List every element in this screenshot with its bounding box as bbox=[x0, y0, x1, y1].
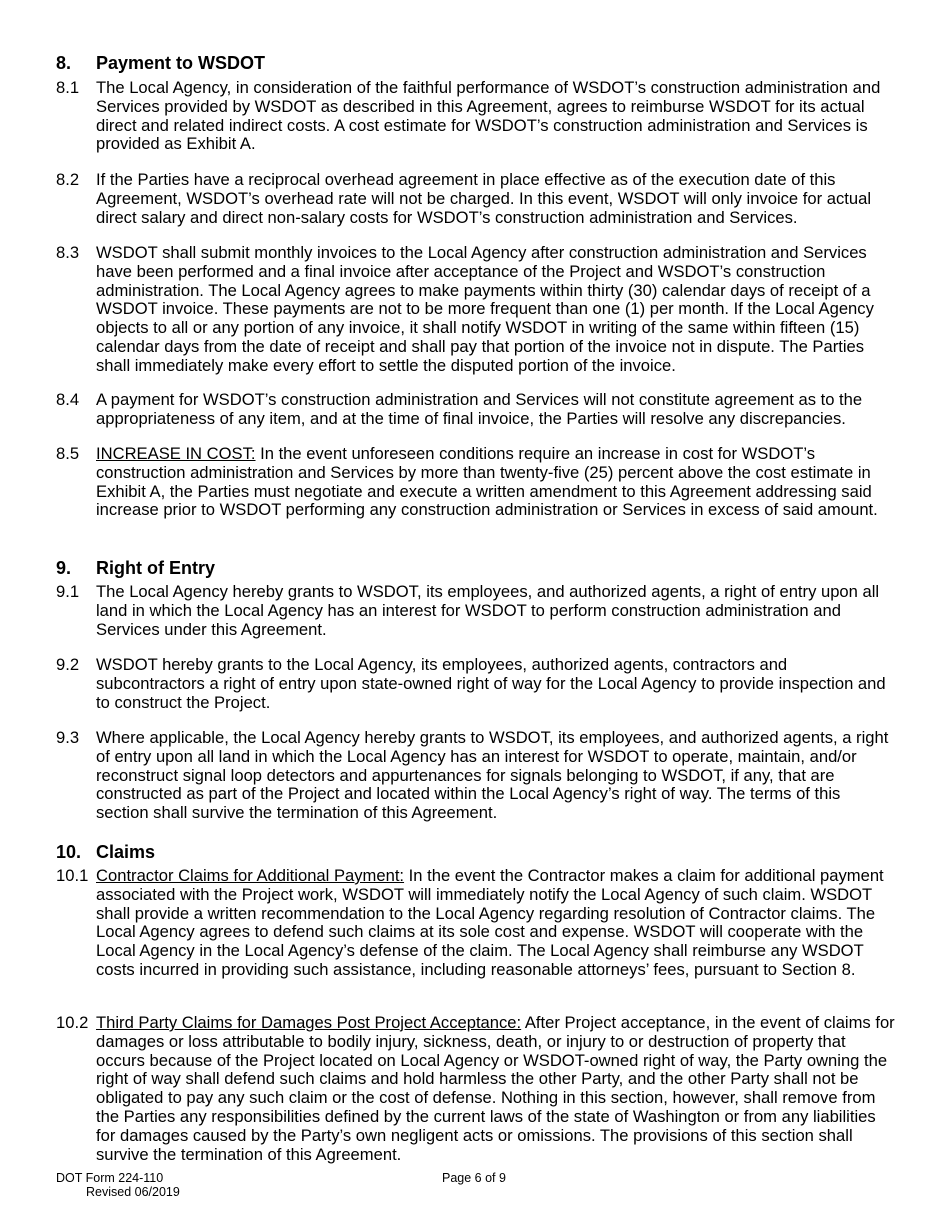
paragraph-number: 8.3 bbox=[56, 243, 80, 262]
paragraph-number: 9.2 bbox=[56, 655, 80, 674]
paragraph-number: 8.1 bbox=[56, 78, 80, 97]
paragraph-8-1 bbox=[56, 79, 896, 154]
section-heading-9 bbox=[56, 557, 215, 579]
paragraph-text: WSDOT shall submit monthly invoices to the Local Agency after construction administration and Services have been performed and a final invoice after acceptance of the Project and WSDOT’s construction administration. The Local Agency agrees to make payments within thirty (30) calendar days of receipt of a WSDOT invoice. These payments are not to be more frequent than one (1) per month. If the Local Agency objects to all or any portion of any invoice, it shall notify WSDOT in writing of the same within fifteen (15) calendar days from the date of receipt and shall pay that portion of the invoice not in dispute. The Parties shall immediately make every effort to settle the disputed portion of the invoice. bbox=[96, 243, 874, 375]
footer-revised-date: Revised 06/2019 bbox=[86, 1185, 180, 1199]
paragraph-number: 10.1 bbox=[56, 866, 89, 885]
section-heading-8 bbox=[56, 52, 265, 74]
paragraph-text bbox=[96, 1014, 896, 1164]
paragraph-9-1 bbox=[56, 583, 896, 639]
paragraph-number: 8.5 bbox=[56, 444, 80, 463]
paragraph-number: 9.3 bbox=[56, 728, 80, 747]
paragraph-body: In the event the Contractor makes a claim for additional payment associated with the Project work, WSDOT will immediately notify the Local Agency of such claim. WSDOT shall provide a written recommendation to the Local Agency regarding resolution of Contractor claims. The Local Agency agrees to defend such claims at its sole cost and expense. WSDOT will cooperate with the Local Agency in the Local Agency’s defense of the claim. The Local Agency shall reimburse any WSDOT costs incurred in providing such assistance, including reasonable attorneys’ fees, pursuant to Section 8. bbox=[96, 866, 884, 979]
paragraph-8-5 bbox=[56, 445, 896, 520]
paragraph-body: After Project acceptance, in the event of claims for damages or loss attributable to bodily injury, sickness, death, or injury to or destruction of property that occurs because of the Project located on Local Agency or WSDOT-owned right of way, the Party owning the right of way shall defend such claims and hold harmless the other Party, and the other Party shall not be obligated to pay any such claim or the cost of defense. Nothing in this section, however, shall remove from the Parties any responsibilities defined by the current laws of the state of Washington or from any liabilities for damages caused by the Party’s own negligent acts or omissions. The provisions of this section shall survive the termination of this Agreement. bbox=[96, 1013, 895, 1164]
paragraph-text bbox=[96, 867, 896, 980]
paragraph-8-3 bbox=[56, 244, 896, 376]
paragraph-text: WSDOT hereby grants to the Local Agency, its employees, authorized agents, contractors and subcontractors a right of entry upon state-owned right of way for the Local Agency to provide inspection and to construct the Project. bbox=[96, 655, 886, 712]
section-title: Claims bbox=[96, 842, 156, 862]
section-number: 8. bbox=[56, 53, 72, 73]
paragraph-10-2 bbox=[56, 1014, 896, 1164]
paragraph-lead-underlined: Third Party Claims for Damages Post Project Acceptance: bbox=[96, 1013, 522, 1032]
paragraph-8-2 bbox=[56, 171, 896, 227]
paragraph-number: 8.4 bbox=[56, 390, 80, 409]
section-title: Payment to WSDOT bbox=[96, 53, 266, 73]
footer-form-number: DOT Form 224-110 bbox=[56, 1171, 164, 1185]
paragraph-text: If the Parties have a reciprocal overhead agreement in place effective as of the execution date of this Agreement, WSDOT’s overhead rate will not be charged. In this event, WSDOT will only invoice for actual direct salary and direct non-salary costs for WSDOT’s construction administration and Services. bbox=[96, 170, 872, 227]
paragraph-text: Where applicable, the Local Agency hereby grants to WSDOT, its employees, and authorized agents, a right of entry upon all land in which the Local Agency has an interest for WSDOT to operate, maintain, and/or reconstruct signal loop detectors and appurtenances for signals belonging to WSDOT, if any, that are constructed as part of the Project and located within the Local Agency’s right of way. The terms of this section shall survive the termination of this Agreement. bbox=[96, 728, 889, 823]
paragraph-body: In the event unforeseen conditions require an increase in cost for WSDOT’s construction administration and Services by more than twenty-five (25) percent above the cost estimate in Exhibit A, the Parties must negotiate and execute a written amendment to this Agreement addressing said increase prior to WSDOT performing any construction administration or Services in excess of said amount. bbox=[96, 444, 878, 520]
paragraph-number: 8.2 bbox=[56, 170, 80, 189]
paragraph-10-1 bbox=[56, 867, 896, 980]
section-number: 9. bbox=[56, 558, 72, 578]
paragraph-lead-underlined: Contractor Claims for Additional Payment: bbox=[96, 866, 405, 885]
paragraph-text: The Local Agency, in consideration of the faithful performance of WSDOT’s construction administration and Services provided by WSDOT as described in this Agreement, agrees to reimburse WSDOT for its actual direct and related indirect costs. A cost estimate for WSDOT’s construction administration and Services is provided as Exhibit A. bbox=[96, 78, 881, 154]
paragraph-number: 10.2 bbox=[56, 1013, 89, 1032]
paragraph-9-3 bbox=[56, 729, 896, 823]
paragraph-lead-underlined: INCREASE IN COST: bbox=[96, 444, 256, 463]
footer-page-number: Page 6 of 9 bbox=[442, 1171, 506, 1185]
section-title: Right of Entry bbox=[96, 558, 215, 578]
paragraph-text: The Local Agency hereby grants to WSDOT, its employees, and authorized agents, a right of entry upon all land in which the Local Agency has an interest for WSDOT to perform construction administration and Services under this Agreement. bbox=[96, 582, 880, 639]
section-heading-10 bbox=[56, 841, 155, 863]
paragraph-number: 9.1 bbox=[56, 582, 80, 601]
paragraph-text bbox=[96, 445, 896, 520]
paragraph-8-4 bbox=[56, 391, 896, 429]
paragraph-text: A payment for WSDOT’s construction administration and Services will not constitute agreement as to the appropriateness of any item, and at the time of final invoice, the Parties will resolve any discrepancies. bbox=[96, 390, 863, 428]
paragraph-9-2 bbox=[56, 656, 896, 712]
section-number: 10. bbox=[56, 842, 82, 862]
